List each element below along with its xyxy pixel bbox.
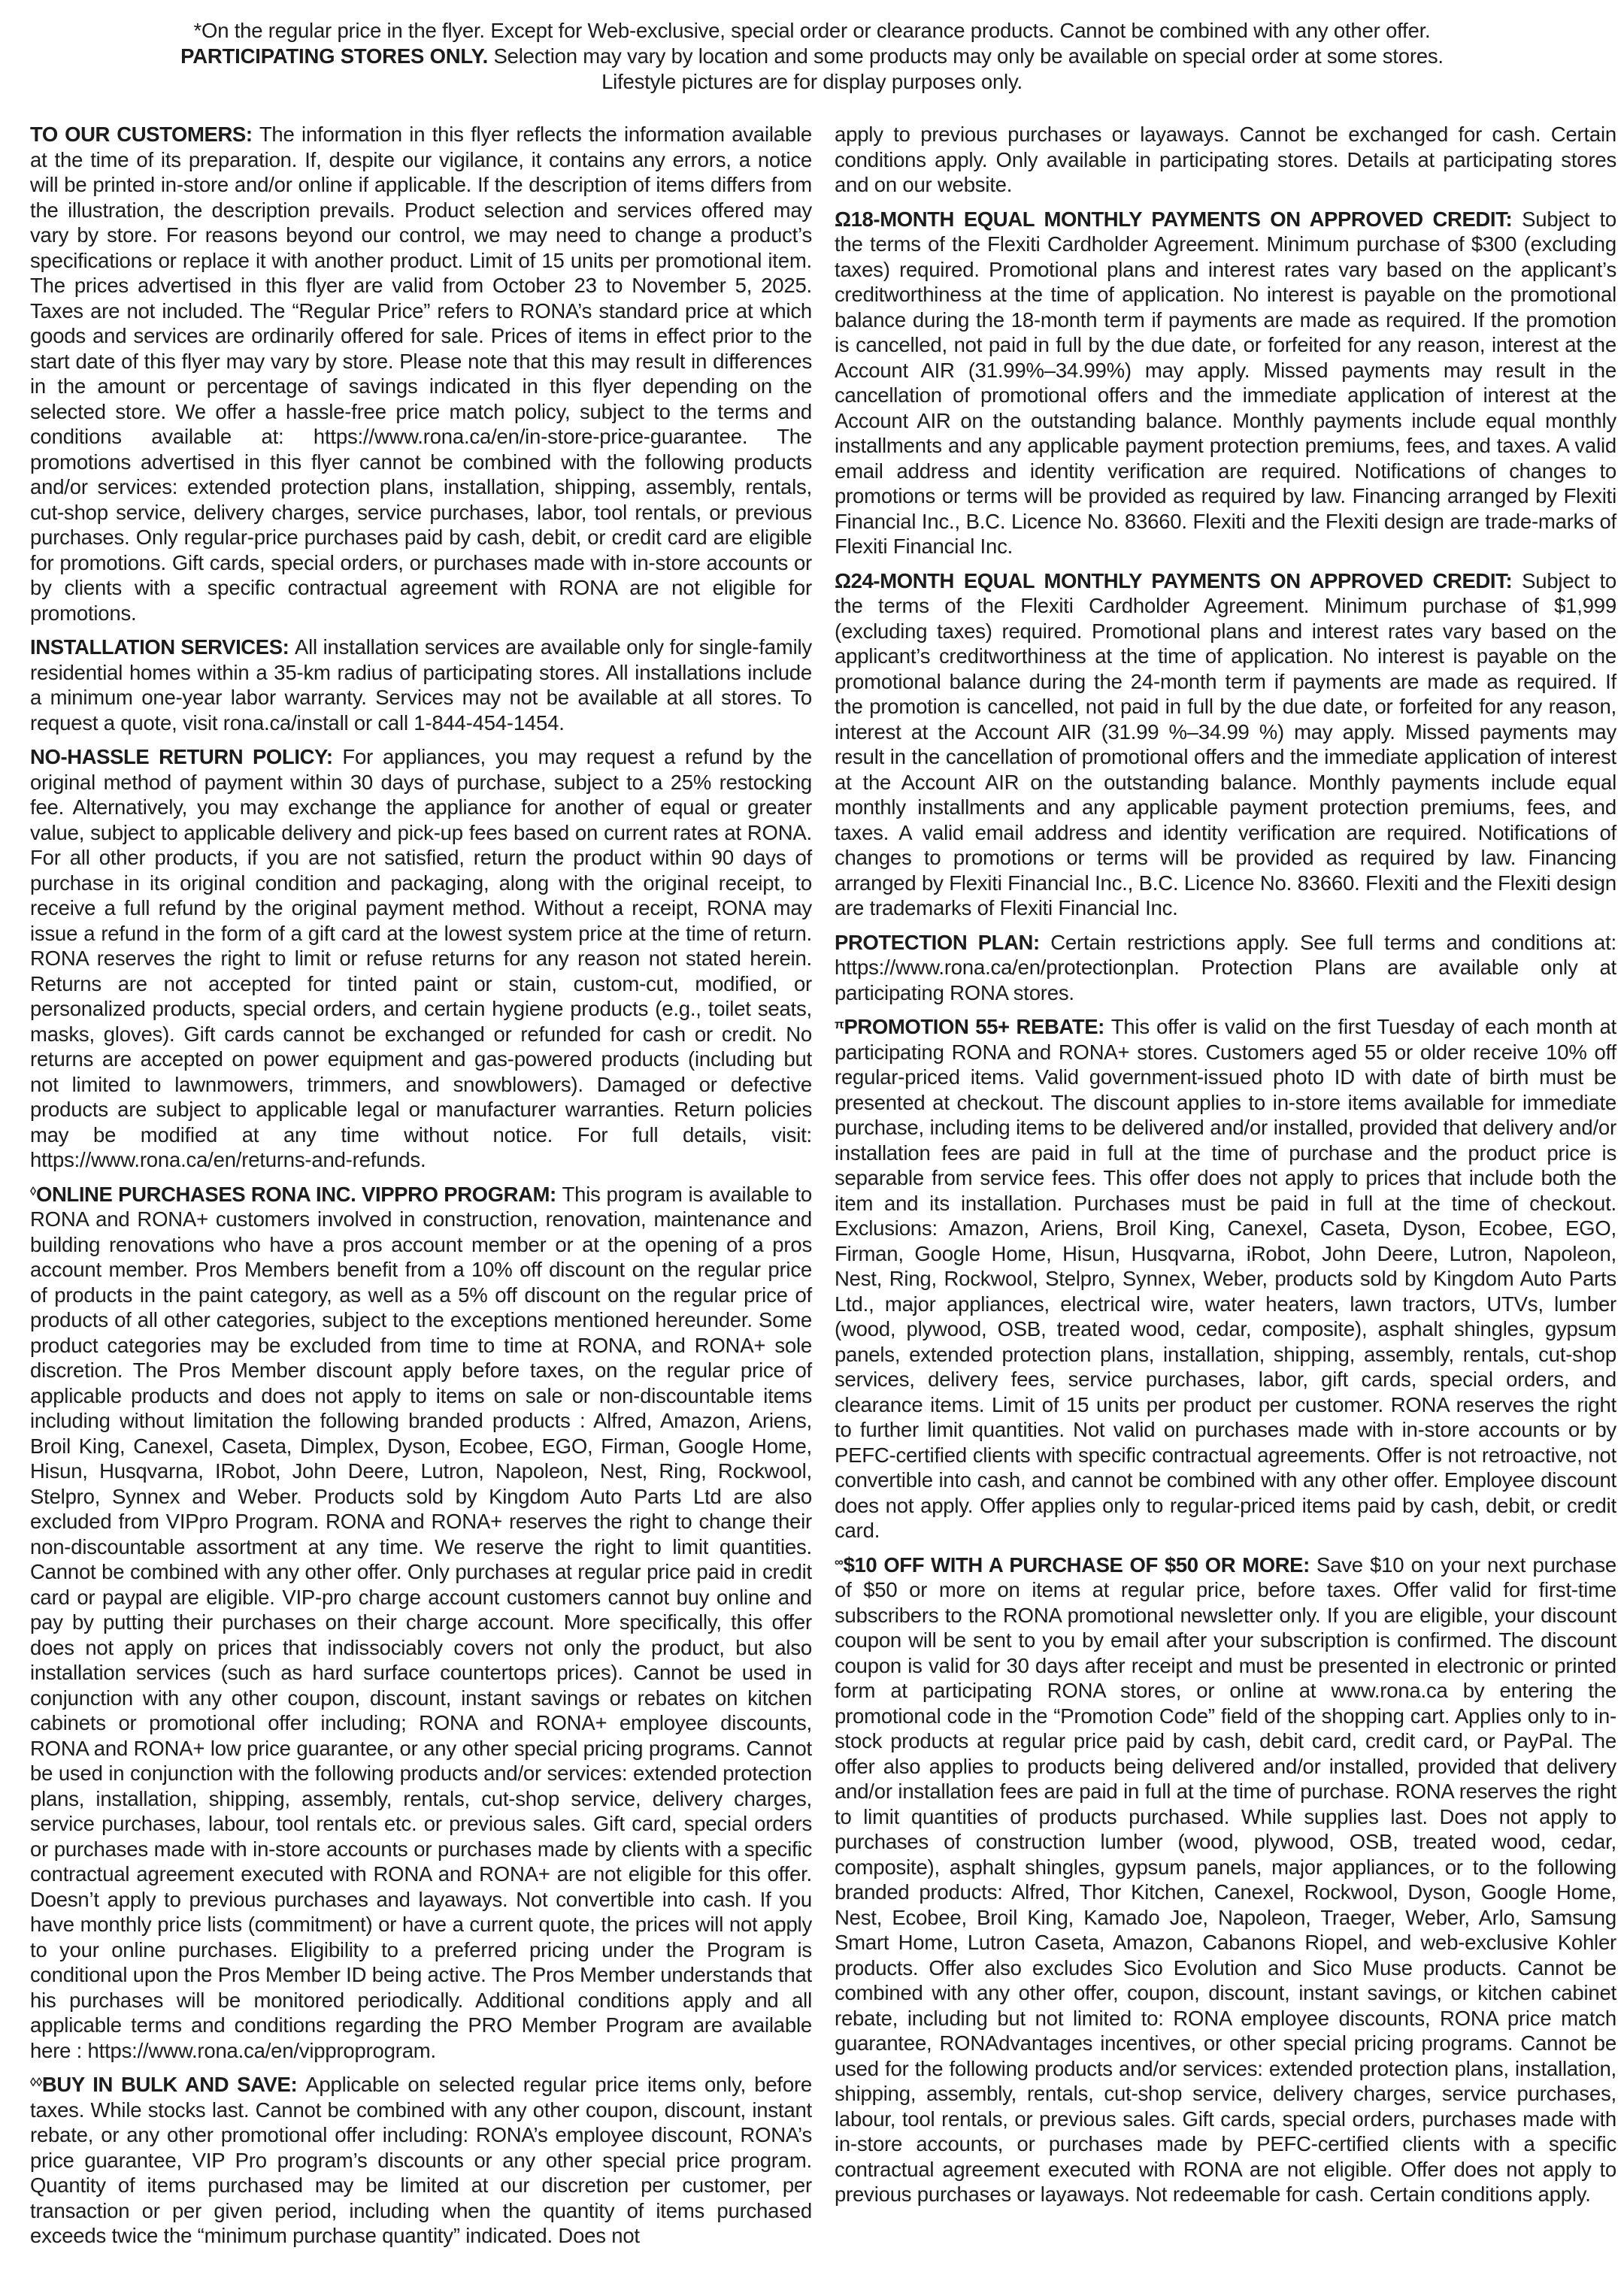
paragraph-body: Subject to the terms of the Flexiti Cardholder Agreement. Minimum purchase of $1,999 (excluding taxes) required. Promotional plans and interest rates vary based on the applicant’s creditworthiness at the time of application. No interest is payable on the promotional balance during the 24-month term if payments are made as required. If the promotion is cancelled, not paid in full by the due date, or forfeited for any reason, interest at the Account AIR (31.99 %–34.99 %) may apply. Missed payments may result in the cancellation of promotional offers and the immediate application of interest at the Account AIR on the outstanding balance. Monthly payments include equal monthly installments and any applicable payment protection premiums, fees, and taxes. A valid email address and identity verification are required. Notifications of changes to promotions or terms will be provided as required by law. Financing arranged by Flexiti Financial Inc., B.C. Licence No. 83660. Flexiti and the Flexiti design are trademarks of Flexiti Financial Inc. xyxy=(835,568,1616,919)
paragraph-body: This offer is valid on the first Tuesday of each month at participating RONA and RONA+ stores. Customers aged 55 or older receive 10% off regular-priced items. Valid government-issued photo ID with date of birth must be presented at checkout. The discount applies to in-store items available for immediate purchase, including items to be delivered and/or installed, provided that delivery and/or installation fees are paid in full at the time of purchase and the product price is separable from service fees. This offer does not apply to prices that include both the item and its installation. Purchases must be paid in full at the time of checkout. Exclusions: Amazon, Ariens, Broil King, Canexel, Caseta, Dyson, Ecobee, EGO, Firman, Google Home, Hisun, Husqvarna, iRobot, John Deere, Lutron, Napoleon, Nest, Ring, Rockwool, Stelpro, Synnex, Weber, products sold by Kingdom Auto Parts Ltd., major appliances, electrical wire, water heaters, lawn tractors, UTVs, lumber (wood, plywood, OSB, treated wood, cedar, composite), asphalt shingles, gypsum panels, extended protection plans, installation, shipping, assembly, rentals, cut-shop services, delivery fees, service purchases, labor, gift cards, special orders, and clearance items. Limit of 15 units per product per customer. RONA reserves the right to further limit quantities. Not valid on purchases made with in-store accounts or by PEFC-certified clients with specific contractual agreements. Offer is not retroactive, not convertible into cash, and cannot be combined with any other offer. Employee discount does not apply. Offer applies only to regular-priced items paid by cash, debit, or credit card. xyxy=(835,1015,1616,1542)
paragraph-body: Subject to the terms of the Flexiti Cardholder Agreement. Minimum purchase of $300 (excluding taxes) required. Promotional plans and interest rates vary based on the applicant’s creditworthiness at the time of application. No interest is payable on the promotional balance during the 18-month term if payments are made as required. If the promotion is cancelled, not paid in full by the due date, or forfeited for any reason, interest at the Account AIR (31.99%–34.99%) may apply. Missed payments may result in the cancellation of promotional offers and the immediate application of interest at the Account AIR on the outstanding balance. Monthly payments include equal monthly installments and any applicable payment protection premiums, fees, and taxes. A valid email address and identity verification are required. Notifications of changes to promotions or terms will be provided as required by law. Financing arranged by Flexiti Financial Inc., B.C. Licence No. 83660. Flexiti and the Flexiti design are trade-marks of Flexiti Financial Inc. xyxy=(835,207,1616,558)
paragraph-protection-plan xyxy=(835,930,1616,1006)
paragraph-body: Applicable on selected regular price items only, before taxes. While stocks last. Cannot be combined with any other coupon, discount, instant rebate, or any other promotional offer including: RONA’s employee discount, RONA’s price guarantee, VIP Pro program’s discounts or any other special price program. Quantity of items purchased may be limited at our discretion per customer, per transaction or per given period, including when the quantity of items purchased exceeds twice the “minimum purchase quantity” indicated. Does not xyxy=(30,2073,813,2247)
paragraph-heading: $10 OFF WITH A PURCHASE OF $50 OR MORE: xyxy=(843,1552,1316,1577)
paragraph-buy-in-bulk xyxy=(30,2072,812,2249)
paragraph-no-hassle-return-policy xyxy=(30,744,812,1173)
paragraph-body: apply to previous purchases or layaways. Cannot be exchanged for cash. Certain conditions apply. Only available in participating stores. Details at participating stores and on our website. xyxy=(835,123,1616,196)
paragraph-to-our-customers xyxy=(30,122,812,626)
paragraph-installation-services xyxy=(30,635,812,735)
regular-price-disclaimer: *On the regular price in the flyer. Except for Web-exclusive, special order or clearance products. Cannot be combined with any other offer. xyxy=(193,19,1431,42)
double-diamond-footnote-symbol: ◊◊ xyxy=(30,2075,42,2089)
paragraph-heading: Ω18-MONTH EQUAL MONTHLY PAYMENTS ON APPROVED CREDIT: xyxy=(835,207,1522,231)
right-column xyxy=(835,122,1616,2249)
paragraph-18-month-payments xyxy=(835,207,1616,559)
header-disclaimers xyxy=(30,18,1616,95)
paragraph-buy-in-bulk-continued xyxy=(835,122,1616,198)
participating-stores-lead: PARTICIPATING STORES ONLY. xyxy=(180,44,489,68)
paragraph-heading: ONLINE PURCHASES RONA INC. VIPPRO PROGRAM: xyxy=(35,1182,562,1206)
diamond-footnote-symbol: ◊ xyxy=(30,1185,36,1199)
terms-columns xyxy=(30,122,1616,2249)
paragraph-vippro-program xyxy=(30,1182,812,2064)
paragraph-body: Save $10 on your next purchase of $50 or more on items at regular price, before taxes. Offer valid for first-time subscribers to the RONA promotional newsletter only. If you are eligible, your discount coupon will be sent to you by email after your subscription is confirmed. The discount coupon is valid for 30 days after receipt and must be presented in electronic or printed form at participating RONA stores, or online at www.rona.ca by entering the promotional code in the “Promotion Code” field of the shopping cart. Applies only to in-stock products at regular price paid by cash, debit card, credit card, or PayPal. The offer also applies to products being delivered and/or installed, provided that delivery and/or installation fees are paid in full at the time of purchase. RONA reserves the right to limit quantities of products purchased. While supplies last. Does not apply to purchases of construction lumber (wood, plywood, OSB, treated wood, cedar, composite), asphalt shingles, gypsum panels, major appliances, or to the following branded products: Alfred, Thor Kitchen, Canexel, Rockwool, Dyson, Google Home, Nest, Ecobee, Broil King, Kamado Joe, Napoleon, Traeger, Weber, Arlo, Samsung Smart Home, Lutron Caseta, Amazon, Cabanons Riopel, and web-exclusive Kohler products. Offer also excludes Sico Evolution and Sico Muse products. Cannot be combined with any other offer, coupon, discount, instant savings, or kitchen cabinet rebate, including but not limited to: RONA employee discounts, RONA price match guarantee, RONAdvantages incentives, or other special pricing programs. Cannot be used for the following products and/or services: extended protection plans, installation, shipping, assembly, rentals, cut-shop service, delivery charges, service purchases, labour, tool rentals, or previous sales. Gift cards, special orders, purchases made with in-store accounts, or purchases made by PEFC-certified clients with a specific contractual agreement executed with RONA are not eligible. Offer does not apply to previous purchases or layaways. Not redeemable for cash. Certain conditions apply. xyxy=(835,1552,1616,2206)
paragraph-heading: PROTECTION PLAN: xyxy=(835,930,1051,954)
paragraph-body: This program is available to RONA and RONA+ customers involved in construction, renovation, maintenance and building renovations who have a pros account member or at the opening of a pros account member. Pros Members benefit from a 10% off discount on the regular price of products in the paint category, as well as a 5% off discount on the regular price of products of all other categories, subject to the exceptions mentioned hereunder. Some product categories may be excluded from time to time at RONA, and RONA+ sole discretion. The Pros Member discount apply before taxes, on the regular price of applicable products and does not apply to items on sale or non-discountable items including without limitation the following branded products : Alfred, Amazon, Ariens, Broil King, Canexel, Caseta, Dimplex, Dyson, Ecobee, EGO, Firman, Google Home, Hisun, Husqvarna, IRobot, John Deere, Lutron, Napoleon, Nest, Ring, Rockwool, Stelpro, Synnex and Weber. Products sold by Kingdom Auto Parts Ltd are also excluded from VIPpro Program. RONA and RONA+ reserves the right to change their non-discountable assortment at any time. We reserve the right to limit quantities. Cannot be combined with any other offer. Only purchases at regular price paid in credit card or paypal are eligible. VIP-pro charge account customers cannot buy online and pay by putting their purchases on their charge account. More specifically, this offer does not apply on prices that indissociably covers not only the product, but also installation services (such as hard surface countertops prices). Cannot be used in conjunction with any other coupon, discount, instant savings or rebates on kitchen cabinets or promotional offer including; RONA and RONA+ employee discounts, RONA and RONA+ low price guarantee, or any other special pricing programs. Cannot be used in conjunction with the following products and/or services: extended protection plans, installation, shipping, assembly, rentals, cut-shop service, delivery charges, service purchases, labour, tool rentals etc. or previous sales. Gift card, special orders or purchases made with in-store accounts or purchases made by clients with a specific contractual agreement executed with RONA and RONA+ are not eligible for this offer. Doesn’t apply to previous purchases and layaways. Not convertible into cash. If you have monthly price lists (commitment) or have a current quote, the prices will not apply to your online purchases. Eligibility to a preferred pricing under the Program is conditional upon the Pros Member ID being active. The Pros Member understands that his purchases will be monitored periodically. Additional conditions apply and all applicable terms and conditions regarding the PRO Member Program are available here : https://www.rona.ca/en/vipproprogram. xyxy=(30,1182,812,2062)
paragraph-heading: PROMOTION 55+ REBATE: xyxy=(844,1015,1111,1038)
infinity-footnote-symbol: ∞ xyxy=(835,1555,844,1570)
lifestyle-pictures-disclaimer: Lifestyle pictures are for display purposes only. xyxy=(601,70,1023,93)
paragraph-promotion-55-rebate xyxy=(835,1014,1616,1543)
paragraph-body: The information in this flyer reflects the information available at the time of its preparation. If, despite our vigilance, it contains any errors, a notice will be printed in-store and/or online if applicable. If the description of items differs from the illustration, the description prevails. Product selection and services offered may vary by store. For reasons beyond our control, we may need to change a product’s specifications or replace it with another product. Limit of 15 units per promotional item. The prices advertised in this flyer are valid from October 23 to November 5, 2025. Taxes are not included. The “Regular Price” refers to RONA’s standard price at which goods and services are ordinarily offered for sale. Prices of items in effect prior to the start date of this flyer may vary by store. Please note that this may result in differences in the amount or percentage of savings indicated in this flyer depending on the selected store. We offer a hassle-free price match policy, subject to the terms and conditions available at: https://www.rona.ca/en/in-store-price-guarantee. The promotions advertised in this flyer cannot be combined with the following products and/or services: extended protection plans, installation, shipping, assembly, rentals, cut-shop service, delivery charges, service purchases, labor, tool rentals, or previous purchases. Only regular-price purchases paid by cash, debit, or credit card are eligible for promotions. Gift cards, special orders, or purchases made with in-store accounts or by clients with a specific contractual agreement with RONA are not eligible for promotions. xyxy=(30,123,812,625)
paragraph-heading: TO OUR CUSTOMERS: xyxy=(30,123,259,146)
paragraph-heading: Ω24-MONTH EQUAL MONTHLY PAYMENTS ON APPROVED CREDIT: xyxy=(835,568,1522,592)
participating-stores-disclaimer xyxy=(30,44,1594,69)
paragraph-10-off-coupon xyxy=(835,1552,1616,2207)
paragraph-heading: BUY IN BULK AND SAVE: xyxy=(41,2073,306,2096)
paragraph-body: All installation services are available only for single-family residential homes within a 35-km radius of participating stores. All installations include a minimum one-year labor warranty. Services may not be available at all stores. To request a quote, visit rona.ca/install or call 1-844-454-1454. xyxy=(30,635,812,735)
paragraph-heading: INSTALLATION SERVICES: xyxy=(30,635,295,659)
paragraph-heading: NO-HASSLE RETURN POLICY: xyxy=(30,745,343,768)
paragraph-body: Certain restrictions apply. See full terms and conditions at: https://www.rona.ca/en/protectionplan. Protection Plans are available only at participating RONA stores. xyxy=(835,930,1616,1004)
pi-footnote-symbol: π xyxy=(835,1017,844,1031)
paragraph-24-month-payments xyxy=(835,568,1616,921)
paragraph-body: For appliances, you may request a refund by the original method of payment within 30 days of purchase, subject to a 25% restocking fee. Alternatively, you may exchange the appliance for another of equal or greater value, subject to applicable delivery and pick-up fees based on current rates at RONA. For all other products, if you are not satisfied, return the product within 90 days of purchase in its original condition and packaging, along with the original receipt, to receive a full refund by the original payment method. Without a receipt, RONA may issue a refund in the form of a gift card at the lowest system price at the time of return. RONA reserves the right to limit or refuse returns for any reason not stated herein. Returns are not accepted for tinted paint or stain, custom-cut, modified, or personalized products, special orders, and certain hygiene products (e.g., toilet seats, masks, gloves). Gift cards cannot be exchanged or refunded for cash or credit. No returns are accepted on power equipment and gas-powered products (including but not limited to lawnmowers, trimmers, and snowblowers). Damaged or defective products are subject to applicable legal or manufacturer warranties. Return policies may be modified at any time without notice. For full details, visit: https://www.rona.ca/en/returns-and-refunds. xyxy=(30,745,812,1171)
participating-stores-rest: Selection may vary by location and some products may only be available on special order at some stores. xyxy=(488,44,1444,68)
left-column xyxy=(30,122,812,2249)
